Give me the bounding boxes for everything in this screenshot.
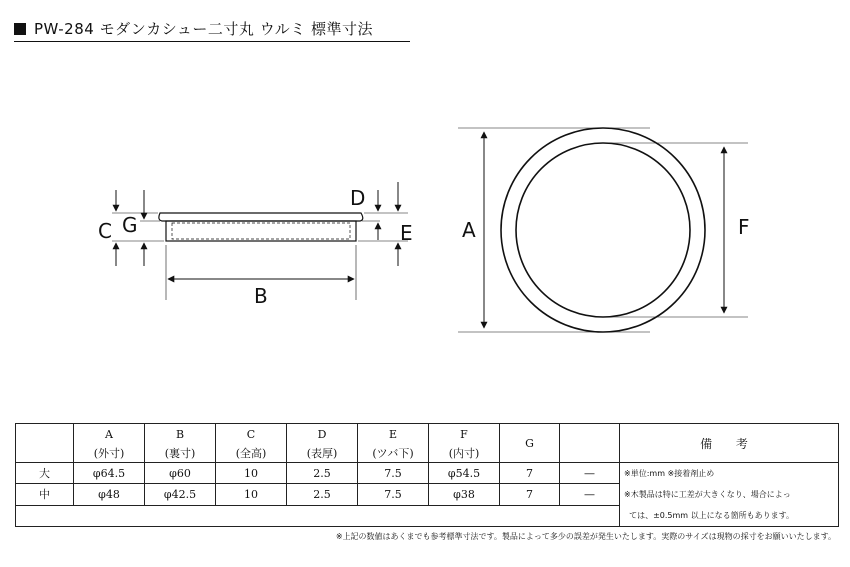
header-e: E xyxy=(358,424,429,445)
cell-c: 10 xyxy=(216,484,287,505)
top-view xyxy=(458,128,748,332)
outer-circle xyxy=(501,128,705,332)
cell-f: φ54.5 xyxy=(429,463,500,484)
header-f: F xyxy=(429,424,500,445)
header-f-sub: (内寸) xyxy=(429,444,500,463)
row-size: 大 xyxy=(16,463,74,484)
cell-e: 7.5 xyxy=(358,463,429,484)
label-a: A xyxy=(462,218,476,242)
note-line: ※単位:mm ※接着剤止め xyxy=(624,469,715,478)
table-row xyxy=(16,463,839,484)
label-g: G xyxy=(122,213,138,237)
cell-e: 7.5 xyxy=(358,484,429,505)
header-c: C xyxy=(216,424,287,445)
title-text: PW-284 モダンカシュー二寸丸 ウルミ 標準寸法 xyxy=(34,20,374,38)
inner-circle xyxy=(516,143,690,317)
note-line: ては、±0.5mm 以上になる箇所もあります。 xyxy=(624,511,794,520)
cell-g: 7 xyxy=(500,484,560,505)
cell-c: 10 xyxy=(216,463,287,484)
header-d: D xyxy=(287,424,358,445)
header-a: A xyxy=(74,424,145,445)
label-f: F xyxy=(738,215,750,239)
label-d: D xyxy=(350,186,366,210)
cell-a: φ64.5 xyxy=(74,463,145,484)
inner-hidden-line xyxy=(172,223,350,239)
header-b: B xyxy=(145,424,216,445)
empty-row-cell xyxy=(16,505,620,526)
flange-outline xyxy=(159,213,363,221)
cell-a: φ48 xyxy=(74,484,145,505)
note-line: ※木製品は特に工差が大きくなり、場合によっ xyxy=(624,490,791,499)
label-c: C xyxy=(98,219,112,243)
header-c-sub: (全高) xyxy=(216,444,287,463)
cell-b: φ60 xyxy=(145,463,216,484)
row-size: 中 xyxy=(16,484,74,505)
cell-d: 2.5 xyxy=(287,484,358,505)
cell-f: φ38 xyxy=(429,484,500,505)
body-outline xyxy=(166,221,356,241)
cell-b: φ42.5 xyxy=(145,484,216,505)
notes-header: 備 考 xyxy=(620,424,839,463)
header-a-sub: (外寸) xyxy=(74,444,145,463)
header-d-sub: (表厚) xyxy=(287,444,358,463)
corner-cell xyxy=(16,424,74,463)
label-b: B xyxy=(254,284,268,308)
header-g: G xyxy=(500,424,560,463)
cell-extra: — xyxy=(560,463,620,484)
header-e-sub: (ツバ下) xyxy=(358,444,429,463)
spec-table xyxy=(15,423,839,527)
cell-extra: — xyxy=(560,484,620,505)
cell-g: 7 xyxy=(500,463,560,484)
footnote: ※上記の数値はあくまでも参考標準寸法です。製品によって多少の誤差が発生いたします。実際のサイズは現物の採寸をお願いいたします。 xyxy=(335,532,836,541)
header-b-sub: (裏寸) xyxy=(145,444,216,463)
notes-cell xyxy=(620,463,839,527)
cell-d: 2.5 xyxy=(287,463,358,484)
label-e: E xyxy=(400,221,413,245)
header-blank xyxy=(560,424,620,463)
